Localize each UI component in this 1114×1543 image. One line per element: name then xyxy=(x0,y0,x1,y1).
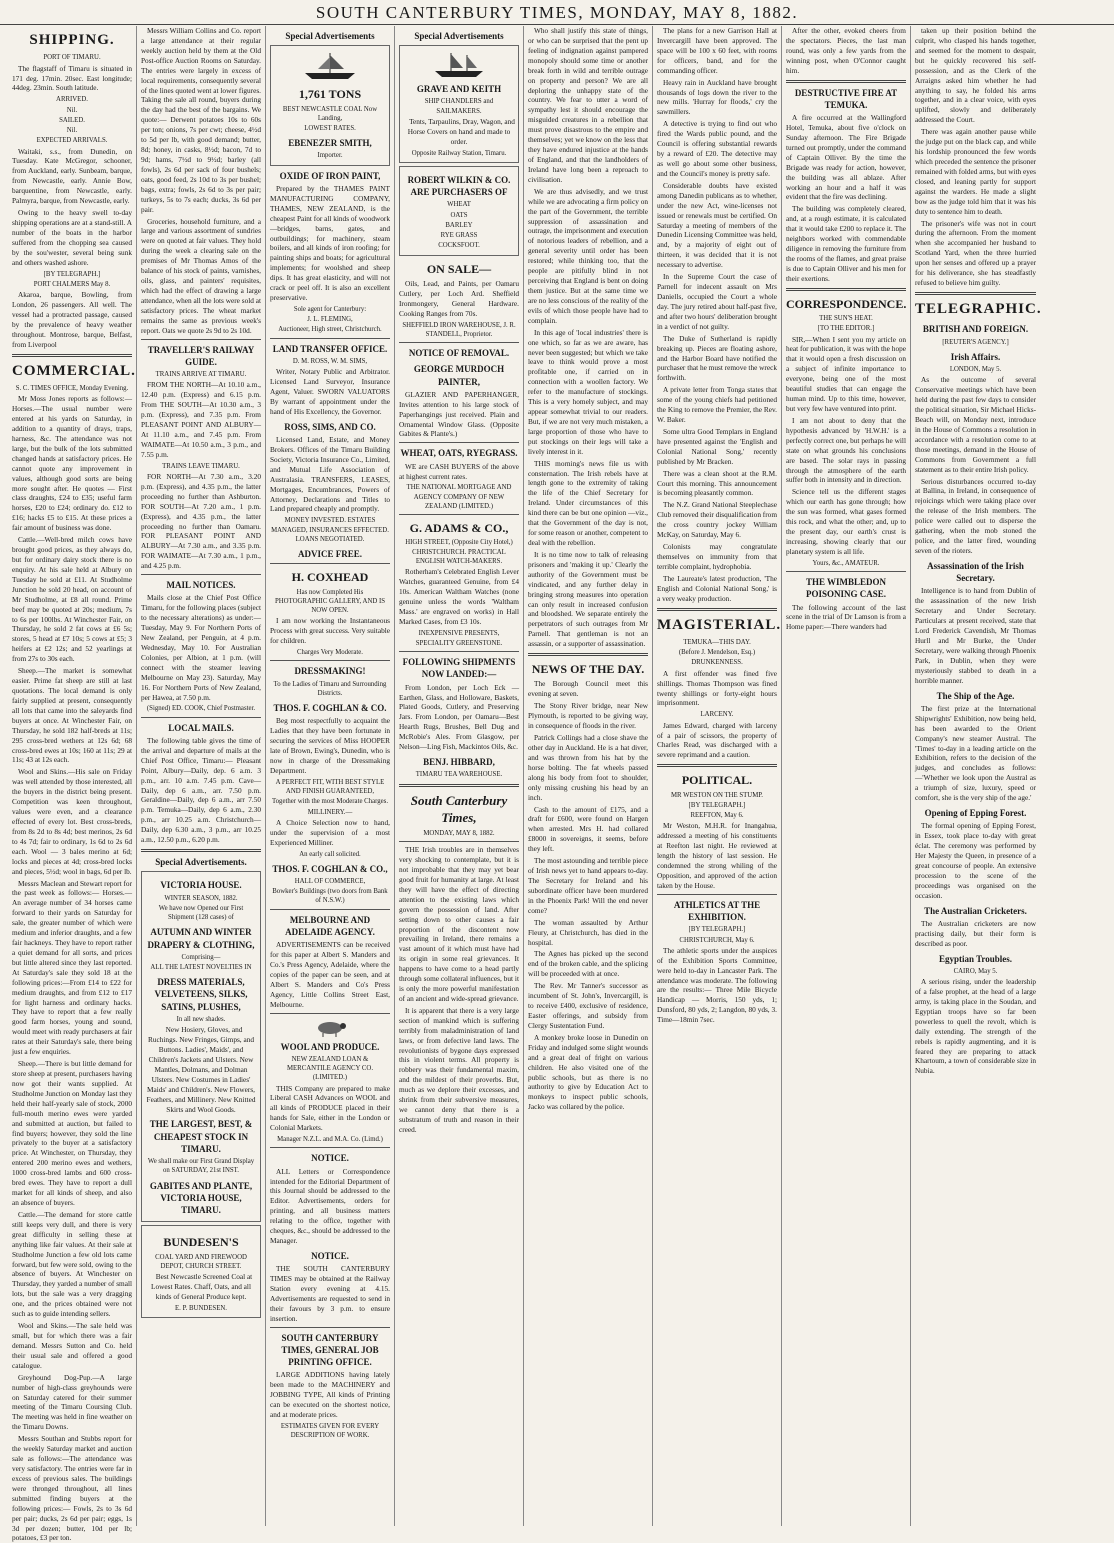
divider xyxy=(141,849,261,852)
wheat: WHEAT xyxy=(447,201,471,209)
divider xyxy=(786,288,906,291)
fire-heading: DESTRUCTIVE FIRE AT TEMUKA. xyxy=(794,87,898,110)
divider xyxy=(270,563,390,564)
divider xyxy=(528,653,648,656)
melbourne-text: ADVERTISEMENTS can be received for this paper at Albert S. Manders and Co.'s Press Agency, Adelaide, where the copies of the paper can be seen, and at Albert S. Manders and Co's Press Agency, Little Collins Street East, Melbourne. xyxy=(270,940,390,1009)
cricketers-heading: The Australian Cricketers. xyxy=(924,905,1027,916)
comprising: Comprising— xyxy=(181,953,221,961)
masthead xyxy=(0,0,1114,25)
victoria-house-ad xyxy=(141,871,261,1222)
wool-produce: WOOL AND PRODUCE. xyxy=(280,1041,380,1052)
agent-name: J. L. FLEMING, xyxy=(307,316,353,324)
editorial-para-5: In this age of 'local industries' there is one which, so far as we are aware, has never been suggested; but which we take leave to think would prove a most profitable one, if carried on in connection with a woollen factory. We refer to the manufacture of stockings. This is a very homely subject, and may appear somewhat trivial to our readers. But, if we are not very much mistaken, a large proportion of those who have to put stockings on their legs will take a lively interest in it. xyxy=(528,327,648,456)
divider xyxy=(141,339,261,340)
winter-season: WINTER SEASON, 1882. xyxy=(164,894,238,902)
winter-text: We have now Opened our First Shipment (128 cases) of xyxy=(158,904,244,922)
column-fire-correspondence xyxy=(782,26,911,1526)
lamson-para-2: There was again another pause while the judge put on the black cap, and while his lordship pronounced the few words which preceded the sentence the prisoner remained with folded arms, but with eyes closed, and leaning partly for support against the warders. He made a slight bow as the judge told him that it was his duty to sentence him to death. xyxy=(915,127,1036,216)
athletics-continued: After the other, evoked cheers from the spectators. Pieces, the last man round, was only a few yards from the winning post, when O'Connor caught him. xyxy=(786,26,906,75)
ship-icon xyxy=(429,51,489,79)
leave-text: FOR NORTH—At 7.30 a.m., 3.20 p.m. (Express), and 4.35 p.m., the latter proceeding no further than Ashburton. FOR SOUTH—At 7.20 a.m., 1 p.m. (Express), and 4.35 p.m., the latter proceeding no further than Oamaru. FOR PLEASANT POINT AND ALBURY—At 7.30 a.m., and 3.35 p.m. FOR WAIMATE—At 7.30 a.m., 1 p.m., and 4.25 p.m. xyxy=(141,471,261,571)
divider xyxy=(399,784,519,787)
ross-sims-names: D. M. ROSS, W. M. SIMS, xyxy=(292,357,368,365)
charges-moderate: Charges Very Moderate. xyxy=(296,649,363,657)
news-item: Heavy rain in Auckland have brought thousands of logs down the river to the new mills. 'Hurray for floods,' cry the sawmillers. xyxy=(657,77,777,117)
athletics-text: The athletic sports under the auspices of the Exhibition Sports Committee, were held to-day in Lancaster Park. The attendance was moderate. The following are the results:— Three Mile Bicycle Handicap — Morris, 150 yds, 1; Dunsford, 80 yds, 2; Langdon, 80 yds, 3. Time—18min 7sec. xyxy=(657,945,777,1025)
divider xyxy=(270,1013,390,1014)
column-news-magisterial xyxy=(653,26,782,1526)
notice-text-2: THE SOUTH CANTERBURY TIMES may be obtained at the Railway Station every evening at 4.15. Advertisements are requested to send in their favours by 3 p.m. to ensure insertion. xyxy=(270,1264,390,1323)
temuka-this-day: TEMUKA—THIS DAY. xyxy=(683,639,751,647)
coxhead-process: I am now working the Instantaneous Process with great success. Very suitable for children. xyxy=(270,616,390,646)
column-editorial-news xyxy=(524,26,653,1526)
port-heading: PORT OF TIMARU. xyxy=(43,54,101,62)
irish-affairs-heading: Irish Affairs. xyxy=(950,351,1001,362)
local-mails-heading: LOCAL MAILS. xyxy=(168,722,234,733)
irish-text-2: Serious disturbances occurred to-day at Ballina, in Ireland, in consequence of rejoicings which were taking place over the release of the Irish members. The police were called out to disperse the gathering, when the mob stoned the police, and the latter fired, wounding seven of the rioters. xyxy=(915,476,1036,555)
letter-signature: Yours, &c., AMATEUR. xyxy=(812,559,880,567)
divider xyxy=(270,1327,390,1328)
trains-arrive-heading: TRAINS ARRIVE AT TIMARU. xyxy=(155,371,247,379)
collins-report: Messrs William Collins and Co. report a large attendance at their regular weekly auction held by them at the Old Post-office Auction Rooms on Saturday. The entries were largely in excess of local requirements, consequently several of the lines quoted went at lower figures. Taking the sale all round, buyers during the day had the best of the bargains. We quote:— Derwent potatoes 10s to 60s per ton; onions, 7s per cwt; cheese, 4½d to 5d per lb, with good demand; butter, 8d; honey, in casks, 8½d; bacon, 7d to 9d; hams, 7½d to 9½d; barley (all fowls), 2s 6d per sack of four bushels; oats, good feed, 2s 10d to 3s per bushel; bags, extra; fowls, 2s 6d to 3s per pair; turkeys, 5s to 7s each; ducks, 3s 6d per pair. xyxy=(141,26,261,214)
rss-text: Licensed Land, Estate, and Money Brokers. Offices of the Timaru Building Society, Victoria Insurance Co., Limited, and Mutual Life Association of Australasia. TRANSFERS, LEASES, Mortgages, Encumbrances, Powers of Attorney, Declarations and Titles to Land prepared cheaply and promptly. xyxy=(270,435,390,514)
victoria-house-title: VICTORIA HOUSE. xyxy=(160,880,242,891)
paper-title: South Canterbury Times, xyxy=(410,792,508,826)
commercial-para-10: Messrs Southan and Stubbs report for the weekly Saturday market and auction sale as follows:—The attendance was very satisfactory. The entries were far in excess of previous sales. The buildings were thronged throughout, all lines submitted finding buyers at the following prices:— Fowls, 2s to 3s 6d per pair; ducks, 2s 6d per pair; eggs, 1s 3d per dozen; butter, 10d per lb; potatoes, £3 per ton. xyxy=(12,1434,132,1543)
coghlan-signature: THOS. F. COGHLAN & CO., xyxy=(272,863,388,874)
irish-text: As the outcome of several Conservative meetings which have been held during the past few days to consider the political situation, Sir Michael Hicks-Beach will, on Monday next, introduce in the House of Commons a resolution in accordance with a resolution come to at those meetings, demand in the House of Commons from Government a full statement as to their entire Irish policy. xyxy=(915,375,1036,474)
divider xyxy=(786,80,906,83)
news-item-1: The Borough Council meet this evening at seven. xyxy=(528,679,648,699)
bundesen-signature: E. P. BUNDESEN. xyxy=(175,1304,227,1312)
adams-text: Rotherham's Celebrated English Lever Watches, guaranteed Genuine, from £4 10s. American Waltham Watches (none genuine unless the words 'Waltham Mass.' are engraved on works) in Hall Marked Cases, from £3 10s. xyxy=(399,567,519,626)
letter-para-2: I am not about to deny that the hypothesis advanced by 'H.W.H.' is a perfectly correct one, but perhaps he will state on what grounds his conclusions are based. The solar rays in passing through the atmosphere of the earth suffer both in intensity and in direction. xyxy=(786,415,906,485)
wheat-oats-rye: WHEAT, OATS, RYEGRASS. xyxy=(400,448,518,459)
chalmers-text: Akaroa, barque, Bowling, from London, 26 passengers. All well. The vessel had a protracted passage, caused by the prevalence of heavy weather throughout. Montrose, barque, Belfast, from Liverpool xyxy=(12,290,132,349)
coxhead-gallery: Has now Completed His PHOTOGRAPHIC GALLERY, AND IS NOW OPEN. xyxy=(274,588,386,615)
office-line: S. C. TIMES OFFICE, Monday Evening. xyxy=(15,385,129,393)
coxhead-title: H. COXHEAD xyxy=(291,570,369,585)
special-ads-heading: Special Advertisements. xyxy=(155,857,247,868)
wilkin-ad xyxy=(399,166,519,256)
divider xyxy=(141,574,261,575)
collins-report-2: Groceries, household furniture, and a large and various assortment of sundries were on quoted at fair values. They hold during the week a clearing sale on the premises of Mr Thomas Amos of the balance of his stock of paints, varnishes, oils, glass, and painters' requisites, which had the effect of drawing a large attendance, when all the lots were sold at satisfactory prices. The wheat market remains the same as previous week's report. Oats we quote 2s 9d to 2s 10d. xyxy=(141,216,261,335)
london-dateline: LONDON, May 5. xyxy=(949,366,1002,374)
commercial-para-9: Greyhound Dog-Pup.—A large number of high-class greyhounds were on Saturday catered for their summer meeting of the Timaru Coursing Club. The meeting was held in fine weather on the Timaru Downs. xyxy=(12,1372,132,1432)
autumn-winter-drapery: AUTUMN AND WINTER DRAPERY & CLOTHING, xyxy=(147,927,255,950)
agent-address: Auctioneer, High street, Christchurch. xyxy=(278,326,382,334)
cocksfoot: COCKSFOOT. xyxy=(438,242,480,250)
special-ads-heading: Special Advertisements xyxy=(414,31,504,41)
estimates: ESTIMATES GIVEN FOR EVERY DESCRIPTION OF WORK. xyxy=(280,1423,380,1440)
new-goods-list: New Hosiery, Gloves, and Ruchings. New Fringes, Gimps, and Buttons. Ladies', Maids', and Children's Jackets and Ulsters. New Mantles, Dolmans, and Dolman Ulsters. New Costumes in Ladies' Maids' and Children's. New Flowers, Feathers, and Millinery. New Knitted Skirts and Wool Goods. xyxy=(146,1025,256,1114)
columns xyxy=(8,26,1108,1543)
news-item: Colonists may congratulate themselves on immunity from that terrible complaint, hydrophobia. xyxy=(657,542,777,571)
divider xyxy=(399,442,519,443)
moderate-charges: Together with the most Moderate Charges. xyxy=(271,798,389,806)
shipments-landed: FOLLOWING SHIPMENTS NOW LANDED:— xyxy=(402,657,516,680)
on-sale-title: ON SALE— xyxy=(426,261,492,276)
importer: Importer. xyxy=(317,152,343,160)
shipments-text: From London, per Loch Eck — Earthen, Glass, and Holloware, Baskets, Plated Goods, Cutlery, and Preserving Jars. From London, per Oamaru—Best Hearth Rugs, Brushes, Bell Dug and McRobie's Ales. From Glasgow, per Nelson—Ling Fish, Mackintos Oils, &c. xyxy=(399,682,519,752)
egypt-text: A serious rising, under the leadership of a false prophet, at the head of a large army, is taking place in the Soudan, and Egyptian troops have so far been powerless to quell the revolt, which is daily extending. The strength of the rebels is rapidly augmenting, and it is feared they are preparing to attack Khartoum, a town of considerable size in Nubia. xyxy=(915,977,1036,1076)
cash-buyers: WE are CASH BUYERS of the above at highest current rates. xyxy=(399,461,519,481)
oats: OATS xyxy=(450,211,468,219)
athletics-heading: ATHLETICS AT THE EXHIBITION. xyxy=(673,899,761,923)
port-chalmers: PORT CHALMERS May 8. xyxy=(33,280,111,288)
divider xyxy=(270,909,390,910)
ship-icon xyxy=(300,51,360,81)
drunkenness-label: DRUNKENNESS. xyxy=(691,659,743,667)
money-invested: MONEY INVESTED. ESTATES MANAGED, INSURANCES EFFECTED. LOANS NEGOTIATED. xyxy=(271,517,389,543)
notice-heading-2: NOTICE. xyxy=(311,1251,349,1262)
wilkin-title: ROBERT WILKIN & CO. ARE PURCHASERS OF xyxy=(407,174,511,198)
ross-sims-co: ROSS, SIMS, AND CO. xyxy=(284,421,376,432)
divider xyxy=(141,717,261,718)
correspondence-heading: CORRESPONDENCE. xyxy=(786,296,907,311)
divider xyxy=(270,1147,390,1148)
barley: BARLEY xyxy=(445,221,473,229)
larceny-text: James Edward, charged with larceny of a pair of scissors, the property of Charles Read, was discharged with a severe reprimand and a caution. xyxy=(657,720,777,760)
national-mortgage: THE NATIONAL MORTGAGE AND AGENCY COMPANY OF NEW ZEALAND (LIMITED.) xyxy=(406,484,512,510)
suns-heat-heading: THE SUN'S HEAT. xyxy=(819,315,873,323)
ship-of-age-heading: The Ship of the Age. xyxy=(936,690,1015,701)
divider xyxy=(270,338,390,339)
hibbard-address: TIMARU TEA WAREHOUSE. xyxy=(415,771,503,779)
commercial-para-6: Sheep.—There is but little demand for store sheep at present, purchasers having now got their wants supplied. At Studholme Junction on Monday last they held their half-yearly sale of stock, 2000 full-mouth merino ewes were yarded and submitted at auction, but failed to find buyers; however, they sold the line privately to the buyer at a satisfactory price. At Winchester, on Thursday, they entered 200 merino ewes and wethers, 1000 cross-bred lambs and 600 cross-bred ewes. They have to report a dull market for all kinds of sheep, and also an absence of buyers. xyxy=(12,1059,132,1207)
lowest-rates: LOWEST RATES. xyxy=(304,125,356,133)
british-foreign-heading: BRITISH AND FOREIGN. xyxy=(922,324,1029,335)
before-magistrate: (Before J. Mendelson, Esq.) xyxy=(678,649,756,657)
gabites-plante: GABITES AND PLANTE, VICTORIA HOUSE, TIMARU. xyxy=(149,1180,253,1216)
commercial-para-7: Cattle.—The demand for store cattle still keeps very dull, and there is very great difficulty in selling these at anything like fair values. At their sale at Studholme Junction a few old lots came forward, but few were sold, owing to the absence of buyers. At Winchester on Thursday, they yarded a number of small lots, but the sale was a very dragging one, and the prices obtained were not such as to guide intending sellers. xyxy=(12,1209,132,1319)
divider xyxy=(915,292,1036,295)
to-the-editor: [TO THE EDITOR.] xyxy=(817,325,875,333)
telegraph-label-2: [BY TELEGRAPH.] xyxy=(688,926,746,934)
nzlma-text: THIS Company are prepared to make Liberal CASH Advances on WOOL and all kinds of PRODUCE placed in their hands for Sale, either in the London or Colonial Markets. xyxy=(270,1083,390,1133)
editorial-para-2: It is apparent that there is a very large section of mankind which is suffering terribly from maladministration of land laws, or from defective land laws. The revolutionists of bygone days expressed this in violent terms. All property is robbery was their fundamental maxim, and the mildest of their proverbs. But, much as we deplore their excesses, and shrink from their subversive measures, we cannot deny that there is a substratum of truth and reason in their creed. xyxy=(399,1005,519,1134)
arrive-text: FROM THE NORTH—At 10.10 a.m., 12.40 p.m. (Express) and 6.15 p.m. From THE SOUTH—At 10.30 a.m., 3 p.m. (Express), and 7.35 p.m. From PLEASANT POINT AND ALBURY—At 11.10 a.m., and 7.45 p.m. From WAIMATE—At 10.50 a.m., 3 p.m., and 7.55 p.m. xyxy=(141,380,261,459)
cricketers-text: The Australian cricketers are now practising daily, but their form is described as poor. xyxy=(915,918,1036,948)
telegraph-label: [BY TELEGRAPH.] xyxy=(43,270,101,278)
telegraph-label: [BY TELEGRAPH.] xyxy=(688,801,746,809)
news-item: The plans for a new Garrison Hall at Invercargill have been approved. The space will be 100 x 60 feet, with rooms for officers, band, and for the commanding officer. xyxy=(657,26,777,75)
jobbing-text: LARGE ADDITIONS having lately been made to the MACHINERY and JOBBING TYPE, All kinds of Printing can be executed on the shortest notice, and at moderate prices. xyxy=(270,1370,390,1420)
perfect-fit: A PERFECT FIT, WITH BEST STYLE AND FINISH GUARANTEED, xyxy=(275,778,385,796)
news-item: In the Supreme Court the case of Parnell for indecent assault on Mrs Daniells, occupied the Court a whole day. The jury retired about half-past five, and after two hours' deliberation brought in a verdict of not guilty. xyxy=(657,272,777,331)
news-item-6: The woman assaulted by Arthur Fleury, at Christchurch, has died in the hospital. xyxy=(528,917,648,947)
cairo-dateline: CAIRO, May 5. xyxy=(953,967,998,975)
swell-text: Owing to the heavy swell to-day shipping operations are at a stand-still. A number of the boats in the harbor suffered from the chopping sea caused by the sou'wester, several being sunk and others washed ashore. xyxy=(12,208,132,267)
news-item: The Laureate's latest production, 'The English and Colonial National Song,' is a very weaky production. xyxy=(657,573,777,603)
larceny-label: LARCENY. xyxy=(700,711,734,719)
dress-materials: DRESS MATERIALS, VELVETEENS, SILKS, SATINS, PLUSHES, xyxy=(154,977,248,1012)
masthead-title: SOUTH CANTERBURY TIMES, MONDAY, MAY 8, 1882. xyxy=(315,3,799,22)
news-item-7: The Agnes has picked up the second end of the broken cable, and the splicing will be proceeded with at once. xyxy=(528,949,648,979)
postmaster-signature: (Signed) ED. COOK, Chief Postmaster. xyxy=(146,705,256,713)
melbourne-agency: MELBOURNE AND ADELAIDE AGENCY. xyxy=(285,914,375,937)
nzlma-title: NEW ZEALAND LOAN & MERCANTILE AGENCY CO. (LIMITED.) xyxy=(286,1055,374,1082)
grave-keith-title: GRAVE AND KEITH xyxy=(416,84,502,95)
divider xyxy=(399,841,519,842)
dressmaking-heading: DRESSMAKING! xyxy=(294,666,366,677)
latest-novelties: ALL THE LATEST NOVELTIES IN xyxy=(150,963,252,971)
letter-para-1: SIR,—When I sent you my article on heat for publication, it was with the hope that it would open a fresh discussion on a subject of infinite importance to everyone, being one of the most beautiful studies that can engage the human mind. Up to this time, however, but very few have ventured into print. xyxy=(786,334,906,413)
column-special-ads-1 xyxy=(266,26,395,1526)
commercial-para-1: Mr Moss Jones reports as follows:— Horses.—The usual number were entered at his yards on Saturday, in addition to a quantity of drays, traps, harness, &c. The attendance was not large, but the bulk of the lots submitted changed hands at satisfactory prices. He cannot quote any improvement in values, although good sorts are being more sought after. He quotes — First class draughts, £24 to £35; useful farm horses, £20 to £24; ordinary do. £12 to £16; hacks £5 to £15. At these prices a fair amount of business was done. xyxy=(12,394,132,533)
editorial-para-4: We are thus advisedly, and we trust while we are advocating a firm policy on the part of the Government, the terrible suppression of assassination and outrage, the imprisonment and execution of notorious leaders of rebellion, and a general severity until order has been restored; while thinking too, that the people are pitifully blind in not perceiving that England is bent on doing them justice. But at the same time we are no less conscious of the reality of the evils of which those people have had to complain. xyxy=(528,186,648,325)
nzlma-manager: Manager N.Z.L. and M.A. Co. (Limd.) xyxy=(277,1136,383,1144)
ship-of-age-text: The first prize at the International Shipwrights' Exhibition, now being held, has been awarded to the Orient Company's new steamer Austral. The 'Times' to-day in a leading article on the Exhibition, refers to the decision of the judges, and concludes as follows:—'Whether we look upon the Austral as a triumph of size, luxury, speed or comfort, she is the very ship of the age.' xyxy=(915,703,1036,803)
tons-title: 1,761 TONS xyxy=(298,87,362,102)
flagstaff-text: The flagstaff of Timaru is situated in 171 deg. 17min. 20sec. East longitude; 44deg. 23min. South latitude. xyxy=(12,63,132,93)
editorial-para-6: THIS morning's news file us with consternation. The Irish rebels have at length gone to the extremity of taking the life of the Chief Secretary for Ireland. Under circumstances of this kind there can be but one opinion —viz., that the Government of the day is not, for some reason or another, competent to deal with the rebellion. xyxy=(528,458,648,548)
hall-of-commerce: HALL OF COMMERCE, xyxy=(294,878,366,885)
weston-heading: MR WESTON ON THE STUMP. xyxy=(671,791,763,799)
largest-stock: THE LARGEST, BEST, & CHEAPEST STOCK IN TIMARU. xyxy=(149,1119,253,1154)
inexpensive-presents: INEXPENSIVE PRESENTS, xyxy=(418,629,500,637)
coal-yard: COAL YARD AND FIREWOOD DEPOT, CHURCH STREET. xyxy=(155,1253,247,1270)
egyptian-troubles-heading: Egyptian Troubles. xyxy=(938,953,1013,964)
divider xyxy=(657,894,777,895)
fire-text-2: The building was completely cleared, and, at a rough estimate, it is calculated that it would take £200 to replace it. The neighbors worked with commendable diligence in removing the furniture from the rooms of the flames, and great praise is due to Captain Olliver and his men for their exertions. xyxy=(786,204,906,283)
news-item: Considerable doubts have existed among Danedin publicans as to whether, under the new Act, wine-licenses not issued or renewals must be certified. On Saturday a meeting of members of the Dunedin Licensing Committee was held, and, by a majority of eight out of thirteen, it was decided that it is not necessary to advertise. xyxy=(657,180,777,270)
sheep-icon xyxy=(310,1017,350,1037)
railway-guide-heading: TRAVELLER'S RAILWAY GUIDE. xyxy=(147,344,255,367)
news-item: The N.Z. Grand National Steeplechase Club removed their disqualification from the cross country jockey William McKay, on Saturday, May 6. xyxy=(657,500,777,540)
political-heading: POLITICAL. xyxy=(681,773,753,788)
rye-grass: RYE GRASS xyxy=(440,232,478,240)
local-mails-text: The following table gives the time of the arrival and departure of mails at the Chief Post Office, Timaru:— Pleasant Point, Albury—Daily, dep. 6 a.m. 3 p.m., arr. 10 a.m. 7.45 p.m. Cave—Daily, dep 6 a.m., arr. 7.50 p.m. Geraldine—Daily, dep 6 a.m., arr 7.50 p.m. Temuka—Daily, dep 6 a.m., 2.30 p.m., arr 10.25 a.m. Christchurch—Daily, dep 6.30 a.m., 3 p.m., arr 10.25 a.m., 12.50 p.m., 6.20 p.m. xyxy=(141,735,261,845)
commercial-para-8: Wool and Skins.—The sale held was small, but for which there was a fair demand. Messrs Sutton and Co. held their usual sale and offered a good catalogue. xyxy=(12,1321,132,1370)
ship-chandlers: SHIP CHANDLERS and SAILMAKERS. xyxy=(424,98,494,115)
divider xyxy=(12,354,132,357)
divider xyxy=(270,660,390,661)
news-item: There was a clean shoot at the R.M. Court this morning. This announcement is becoming pleasantly common. xyxy=(657,468,777,498)
to-the-ladies: To the Ladies of Timaru and Surrounding Districts. xyxy=(273,680,387,697)
notice-heading: NOTICE. xyxy=(311,1153,349,1164)
grave-keith-text: Tents, Tarpaulins, Dray, Wagon, and Horse Covers on hand and made to order. xyxy=(407,116,515,146)
expected-text: Waitaki, s.s., from Dunedin, on Tuesday. Kate McGregor, schooner, from Auckland, early. Sunbeam, barque, from Newcastle, early. Annie Bow, barquentine, from Newcastle, early. Palmyra, barque, from Newcastle, early. xyxy=(12,146,132,206)
shipping-heading: SHIPPING. xyxy=(29,32,115,48)
news-item-3: Patrick Collings had a close shave the other day in Auckland. He is a hat diver, and was thrown from his hat by the horse bolting. The fat wheels passed along his body from foot to shoulder, only missing crushing his head by an inch. xyxy=(528,733,648,802)
column-shipping-commercial xyxy=(8,26,137,1543)
coghlan-title: THOS. F. COGHLAN & CO. xyxy=(273,703,387,714)
drunkenness-text: A first offender was fined five shillings. Thomas Thompson was fined twenty shillings or forty-eight hours imprisonment. xyxy=(657,668,777,708)
coal-ad xyxy=(270,45,390,165)
trains-leave-heading: TRAINS LEAVE TIMARU. xyxy=(162,462,240,470)
adams-address: HIGH STREET, (Opposite City Hotel,) CHRISTCHURCH. PRACTICAL ENGLISH WATCH-MAKERS. xyxy=(405,539,513,565)
column-telegraphic xyxy=(911,26,1040,1526)
commercial-para-3: Sheep.—The market is somewhat easier. Prime fat sheep are still at last quotations. The local demand is only fairly supplied at present, consequently all lots that came into the saleyards find buyers at once. At Winchester Fair, on Thursday, he sold 182 half-breds at 11s; 295 cross-bred wethers at 12s 6d; 68 cross-bred ewes at 10s; 160 at 11s; 29 at 11s; 43 at 12s each. xyxy=(12,666,132,765)
on-sale-text: Oils, Lead, and Paints, per Oamaru Cutlery, per Loch Ard. Sheffield Ironmongery, General Hardware. Cooking Ranges from 70s. xyxy=(399,278,519,318)
oxide-text: Prepared by the THAMES PAINT MANUFACTURING COMPANY, THAMES, NEW ZEALAND, is the cheapest Paint for all kinds of woodwork—bridges, barns, gates, and outbuildings; for machinery, steam boilers, and all kinds of iron roofing; for painting ships and boats; for agricultural implements; for woolshed and sheep dips. It has great elasticity, and will not crack or peel off. It is also an excellent preservative. xyxy=(270,183,390,303)
editorial-para-1: THE Irish troubles are in themselves very shocking to contemplate, but it is not improbable that they may yet bear good fruit for humanity at large. At least they will have the effect of directing attention to the existing laws which govern the possession of land. After setting down to other causes a fair proportion of the discontent now prevailing in Ireland, there remains a vast amount of it which must have had its origin in some real grievances. It happens to have come to a head partly through some collateral influences, but it is only the more powerful manifestation of an ancient and wide-spread grievance. xyxy=(399,845,519,1003)
assassination-heading: Assassination of the Irish Secretary. xyxy=(927,560,1024,584)
wimbledon-text: The following account of the last scene in the trial of Dr Lamson is from a Home paper:—There wanders had xyxy=(786,602,906,632)
editorial-para-3: Who shall justify this state of things, or who can be surprised that the pent up feeling of indignation against pampered monopoly should some time or another break forth in wild and terrible outrage on property and person? We are all deploring the unhappy state of the country. We fear to utter a word of sympathy lest it should encourage the misguided creatures in a rebellion that must prove disastrous to the empire and themselves; yet we know on the less that they have endured injustice at the hands of England, and that the landholders of Ireland have long been a reproach to civilisation. xyxy=(528,26,648,184)
editorial-para-7: It is no time now to talk of releasing prisoners and 'making it up.' Clearly the authority of the Government must be vindicated, and any further delay in bringing strong measures into operation can only result in increased confusion and bloodshed. We separate entirely the perpetrators of such outrages from Mr Parnell. That gentleman is not an assassin, or a supporter of assassination. xyxy=(528,549,648,649)
ebenezer-smith: EBENEZER SMITH, xyxy=(288,138,372,149)
sailed-label: SAILED. xyxy=(59,116,85,124)
murdoch-text: GLAZIER AND PAPERHANGER, Invites attention to his large stock of Paperhangings just received. Plain and Ornamental Window Glass. (Opposite Gabites & Plante's.) xyxy=(399,389,519,439)
mail-text: Mails close at the Chief Post Office Timaru, for the following places (subject to the necessary alterations) as under:— Tuesday, May 9. For Northern Ports of New Zealand, per Penguin, at 4 p.m. Wednesday, May 10. For Australian Colonies, per Albion, at 1 p.m. (will connect with the steamer leaving Melbourne on May 23). Saturday, May 16. For Northern Ports of New Zealand, per Hawea, at 7.50 p.m. xyxy=(141,593,261,702)
grave-keith-ad xyxy=(399,45,519,163)
newcastle-coal: BEST NEWCASTLE COAL Now Landing, xyxy=(282,105,378,122)
news-item-2: The Stony River bridge, near New Plymouth, is reported to be giving way, in consequence of floods in the river. xyxy=(528,701,648,731)
land-transfer-heading: LAND TRANSFER OFFICE. xyxy=(272,343,388,354)
expected-label: EXPECTED ARRIVALS. xyxy=(36,137,108,145)
new-shades: In all new shades. xyxy=(176,1015,226,1023)
wimbledon-heading: THE WIMBLEDON POISONING CASE. xyxy=(805,577,887,600)
early-call: An early call solicited. xyxy=(299,850,361,858)
bundesen-ad xyxy=(141,1225,261,1318)
grand-display: We shall make our First Grand Display on SATURDAY, 21st INST. xyxy=(147,1158,255,1175)
news-item: A private letter from Tonga states that some of the young chiefs had petitioned the King to remove the Premier, the Rev. W. Baker. xyxy=(657,385,777,425)
reefton-dateline: REEFTON, May 6. xyxy=(690,812,744,820)
commercial-para-4: Wool and Skins.—His sale on Friday was well attended by those interested, all the buyers in the district being present. Competition was keen throughout, values were even, and a clearance effected of every lot. Best cross-breds, from 8s 2d to 8s 4d; best merinos, 2s 6d to 4s 7d; fair to ordinary, 1s 6d to 2s 6d each. Wool — 3 bales merino at 6d; locks and pieces at 4d; cross-bred locks and pieces, 5½d; wool in bags, 6d per lb. xyxy=(12,767,132,876)
divider xyxy=(657,608,777,611)
divider xyxy=(399,342,519,343)
reuters-agency: [REUTER'S AGENCY.] xyxy=(942,338,1009,346)
murdoch-title: GEORGE MURDOCH PAINTER, xyxy=(413,364,505,387)
news-item-4: Cash to the amount of £175, and a draft for £600, were found on Hargen when arrested. Mrs H. had collared £8000 in sovereigns, it seems, before they left. xyxy=(528,804,648,854)
commercial-heading: COMMERCIAL. xyxy=(12,362,136,379)
speciality-greenstone: SPECIALITY GREENSTONE. xyxy=(415,639,503,647)
sole-agent: Sole agent for Canterbury: xyxy=(293,306,367,314)
telegraphic-heading: TELEGRAPHIC. xyxy=(915,300,1042,317)
column-special-ads-2 xyxy=(395,26,524,1526)
assassination-text: Intelligence is to hand from Dublin of the assassination of the new Irish Secretary and Under Secretary. Particulars at present received, state that Lord Frederick Cavendish, Mr Thomas Hurll and Mr Burke, the Under Secretary, were walking through Phoenix Park, in Dublin, when they were mysteriously stabbed to death in a horrible manner. xyxy=(915,586,1036,685)
notice-text: ALL Letters or Correspondence intended for the Editorial Department of this Journal should be addressed to the Editor. Advertisements, orders for printing, and all business matters relating to the office, together with cheques, &c., should be addressed to the Manager. xyxy=(270,1166,390,1246)
millinery-text: A Choice Selection now to hand, under the supervision of a most Experienced Milliner. xyxy=(270,817,390,847)
arrived-label: ARRIVED. xyxy=(56,96,88,104)
news-item: Some ultra Good Templars in England have presented against the 'English and Colonial National Song,' recently published by Mr Bracken. xyxy=(657,426,777,466)
hall-address: Bowker's Buildings (two doors from Bank of N.S.W.) xyxy=(272,888,388,905)
bundesen-title: BUNDESEN'S xyxy=(163,1235,239,1250)
news-item-5: The most astounding and terrible piece of Irish news yet to hand appears to-day. The Secretary for Ireland and his subordinate officer have been murdered in the Phoenix Park! Will the end never come? xyxy=(528,856,648,915)
printing-office: SOUTH CANTERBURY TIMES, GENERAL JOB PRINTING OFFICE. xyxy=(281,1332,379,1368)
letter-para-3: Science tell us the different stages which our earth has gone through; how the sun was formed, what gases formed this rock, and what the other; and, up to the present day, our earth's crust is increasing, showing clearly that our planetary system is all life. xyxy=(786,487,906,556)
lamson-para-1: taken up their position behind the culprit, who clasped his hands together, and seemed for the moment to despair, but he quickly recovered his self-possession, and as the Clerk of the Arraigns asked him whether he had anything to say, he folded his arms together, and in a clear voice, with eyes uplifted, slowly and deliberately addressed the Court. xyxy=(915,26,1036,125)
adams-title: G. ADAMS & CO., xyxy=(409,521,509,536)
removal-notice: NOTICE OF REMOVAL. xyxy=(408,348,510,359)
sheffield-warehouse: SHEFFIELD IRON WAREHOUSE, J. R. STANDELL, Proprietor. xyxy=(402,321,516,338)
weston-text: Mr Weston, M.H.R. for Inangahua, addressed a meeting of his constituents at Reefton last night. He reviewed at length the history of last session. He condemned the strong whiling of the Opposition, and approved of the action taken by the House. xyxy=(657,821,777,890)
divider xyxy=(399,514,519,515)
commercial-para-5: Messrs Maclean and Stewart report for the past week as follows:— Horses.—An average number of 34 horses came forward to their yards on Saturday for sale, the greater number of which were medium and inferior draughts, and a few fair hackneys. They have to report rather a quiet demand for all sorts, and prices but little altered since they last reported. At Saturday's sale they sold 18 at the following prices:—From £14 to £22 for medium draughts, and from £12 to £17 for light harness and ordinary hacks. They have to report that a few really good farm horses, young and sound, would meet with ready purchasers at fair rates at their Saturday's sale, there being just a few enquiries. xyxy=(12,878,132,1057)
millinery: MILLINERY.— xyxy=(307,808,353,816)
news-item: The Duke of Sutherland is rapidly breaking up. Pieces are floating ashore, and the Harbor Board have notified the purchaser that he must remove the wreck forthwith. xyxy=(657,333,777,383)
coal-text: Best Newcastle Screened Coal at Lowest Rates. Chaff, Oats, and all kinds of General Produce kept. xyxy=(151,1272,253,1301)
paper-date: MONDAY, MAY 8, 1882. xyxy=(423,829,495,837)
epping-forest-text: The formal opening of Epping Forest, in Essex, took place to-day with great éclat. The ceremony was performed by Her Majesty the Queen, in presence of a great concourse of people. An extensive procession to the scene of the proceedings was organised on the occasion. xyxy=(915,821,1036,900)
advice-free: ADVICE FREE. xyxy=(297,549,362,560)
divider xyxy=(399,651,519,652)
grave-keith-address: Opposite Railway Station, Timaru. xyxy=(411,149,507,157)
coghlan-text: Beg most respectfully to acquaint the Ladies that they have been fortunate in securing the services of Miss HOOPER late of Brown, Ewing's, Dunedin, who is now in charge of the Dressmaking Department. xyxy=(270,716,390,775)
christchurch-dateline: CHRISTCHURCH, May 6. xyxy=(679,936,755,944)
magisterial-heading: MAGISTERIAL. xyxy=(657,616,782,633)
hibbard-title: BENJ. HIBBARD, xyxy=(423,757,495,768)
news-item-9: A monkey broke loose in Dunedin on Friday and indulged some slight wounds and a great deal of fright on various children. He also visited one of the public schools, but as there is no authority to give by Education Act to monkeys to inspect public schools, Jacko was collared by the police. xyxy=(528,1032,648,1112)
arrived-nil: Nil. xyxy=(66,106,78,114)
special-ads-heading: Special Advertisements xyxy=(285,31,375,41)
oxide-paint-heading: OXIDE OF IRON PAINT, xyxy=(279,170,381,181)
news-item: A detective is trying to find out who fired the Wards public pound, and the Council is offering substantial rewards by a reward of £20. The detective may as well go about some other business, and the Council's money is pretty safe. xyxy=(657,119,777,178)
fire-text: A fire occurred at the Wallingford Hotel, Temuka, about five o'clock on Sunday afternoon. The Fire Brigade turned out promptly, under the command of Captain Olliver. By the time the Brigade was ready for action, however, the building was all ablaze. After working an hour and a half it was evident that the fire was declining. xyxy=(786,113,906,202)
ross-text: Writer, Notary Public and Arbitrator. Licensed Land Surveyor, Insurance Agent, Valuer. SWORN VALUATORS By warrant of appointment under the hand of His Excellency, the Governor. xyxy=(270,367,390,416)
column-commercial-railway xyxy=(137,26,266,1526)
news-of-the-day-heading: NEWS OF THE DAY. xyxy=(531,662,645,677)
lamson-para-3: The prisoner's wife was not in court during the afternoon. From the moment when she accompanied her husband to Scotland Yard, when the three hurried upon her senses and offered up a prayer for his deliverance, she has steadfastly refused to believe him guilty. xyxy=(915,218,1036,288)
sailed-nil: Nil. xyxy=(66,127,78,135)
divider xyxy=(786,571,906,572)
divider xyxy=(657,764,777,767)
commercial-para-2: Cattle.—Well-bred milch cows have brought good prices, as they always do, but for ordinary dairy stock there is no enquiry. At his sale held at Albury on Tuesday he sold at £11. At Studholme Junction he sold 20 head, on account of Mr Studholme, at £8 all round. Prime beef may be quoted at 20s; medium, 7s to 6s per 100lbs. At Winchester Fair, on Thursday, he sold 2 fat cows at £6 5s; stores, 5 head at £7 10s; 5 cows at £5; 3 heifers at £2 12s; and 52 yearlings at from 27s to 30s each. xyxy=(12,535,132,664)
mail-notices-heading: MAIL NOTICES. xyxy=(166,580,236,591)
news-item-8: The Rev. Mr Tanner's successor as incumbent of St. John's, Invercargill, is to receive £400, exclusive of residence, Easter offerings, and subsidy from Clergy Sustentation Fund. xyxy=(528,981,648,1030)
epping-forest-heading: Opening of Epping Forest. xyxy=(924,808,1027,819)
